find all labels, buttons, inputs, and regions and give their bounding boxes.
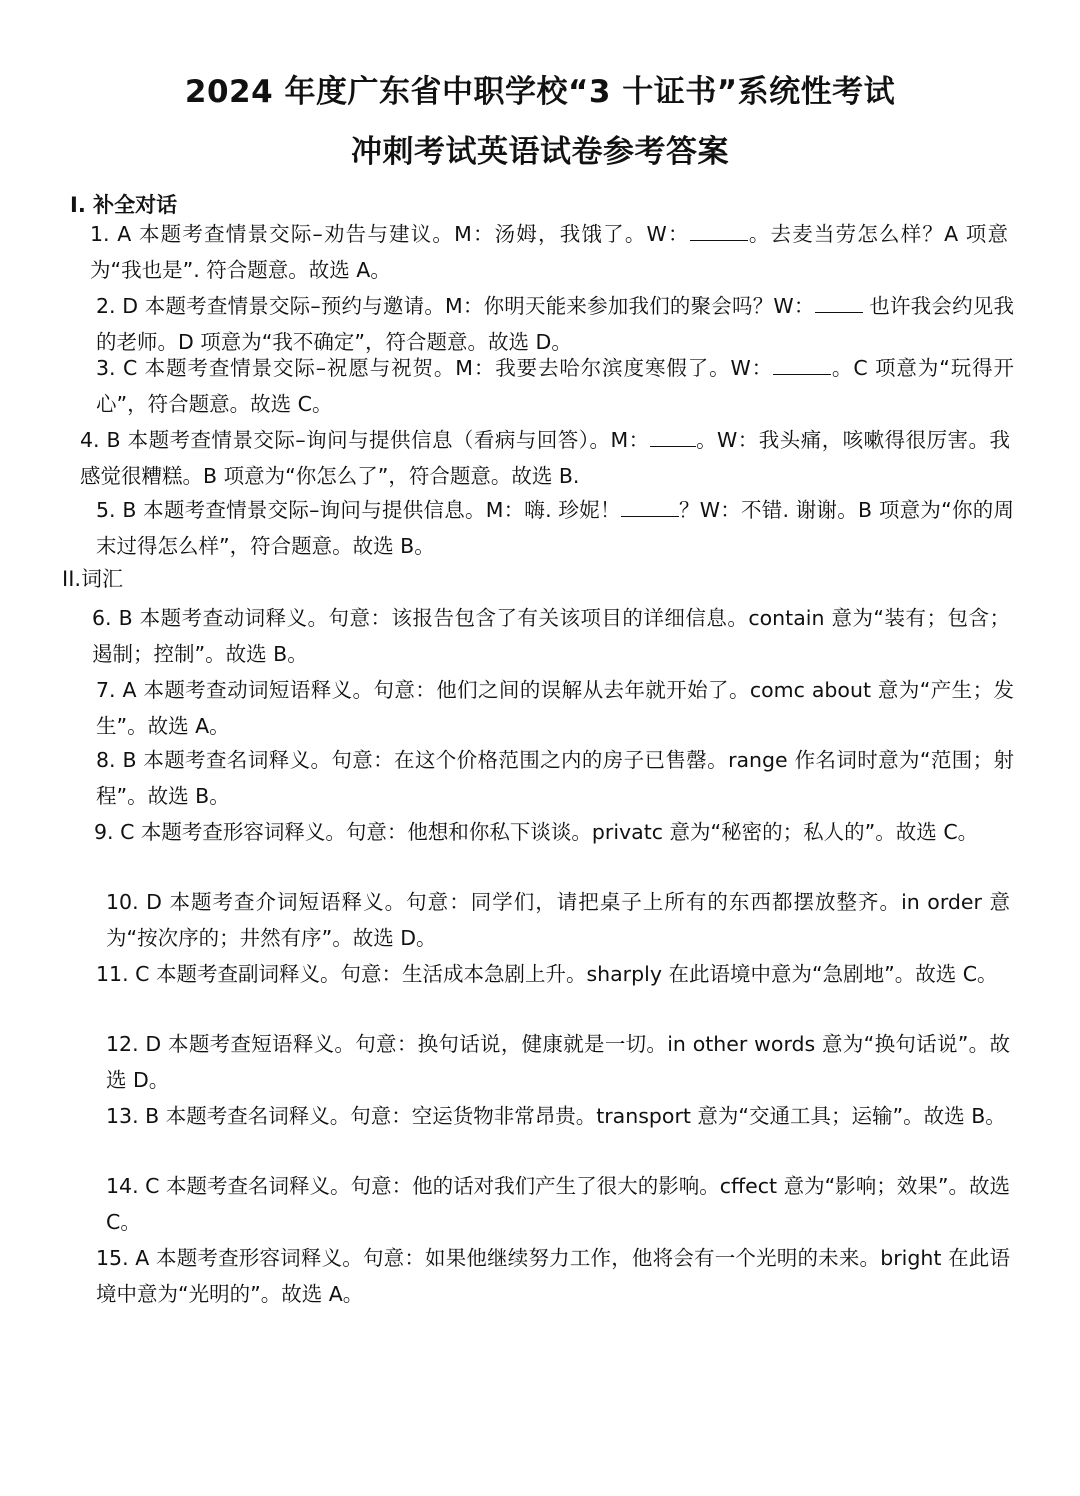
answer-text-before: 5. B 本题考查情景交际–询问与提供信息。M：嗨. 珍妮！ <box>96 498 621 522</box>
answer-item-7: 7. A 本题考查动词短语释义。句意：他们之间的误解从去年就开始了。comc about 意为“产生；发生”。故选 A。 <box>96 678 1014 738</box>
document-title-line-1: 2024 年度广东省中职学校“3 十证书”系统性考试 <box>184 74 896 110</box>
answer-item-9: 9. C 本题考查形容词释义。句意：他想和你私下谈谈。privatc 意为“秘密的；私人的”。故选 C。 <box>94 820 979 844</box>
answer-item-3 <box>96 350 1014 422</box>
answer-text-after: 也许我会约见我的老师。D 项意为“我不确定”，符合题意。故选 D。 <box>96 294 1014 354</box>
answer-item-8: 8. B 本题考查名词释义。句意：在这个价格范围之内的房子已售罄。range 作名词时意为“范围；射程”。故选 B。 <box>96 748 1014 808</box>
answer-text-after: 。C 项意为“玩得开心”，符合题意。故选 C。 <box>96 356 1014 416</box>
answer-item-10: 10. D 本题考查介词短语释义。句意：同学们，请把桌子上所有的东西都摆放整齐。in order 意为“按次序的；井然有序”。故选 D。 <box>106 890 1010 950</box>
answer-item-14: 14. C 本题考查名词释义。句意：他的话对我们产生了很大的影响。cffect 意为“影响；效果”。故选 C。 <box>106 1174 1010 1234</box>
section-heading-vocabulary: II.词汇 <box>62 567 124 591</box>
answer-item-11: 11. C 本题考查副词释义。句意：生活成本急剧上升。sharply 在此语境中意为“急剧地”。故选 C。 <box>96 962 998 986</box>
answer-item-13: 13. B 本题考查名词释义。句意：空运货物非常昂贵。transport 意为“交通工具；运输”。故选 B。 <box>106 1104 1006 1128</box>
answer-blank <box>621 496 679 517</box>
answer-blank <box>773 354 831 375</box>
document-title-line-2: 冲刺考试英语试卷参考答案 <box>351 134 729 170</box>
section-heading-dialogue: I. 补全对话 <box>70 193 178 217</box>
answer-item-15: 15. A 本题考查形容词释义。句意：如果他继续努力工作，他将会有一个光明的未来。bright 在此语境中意为“光明的”。故选 A。 <box>96 1246 1010 1306</box>
answer-blank <box>815 292 863 313</box>
answer-text-before: 3. C 本题考查情景交际–祝愿与祝贺。M：我要去哈尔滨度寒假了。W： <box>96 356 774 380</box>
answer-item-12: 12. D 本题考查短语释义。句意：换句话说，健康就是一切。in other words 意为“换句话说”。故选 D。 <box>106 1032 1010 1092</box>
answer-item-1 <box>90 216 1008 288</box>
answer-item-4 <box>80 422 1010 494</box>
answer-text-before: 1. A 本题考查情景交际–劝告与建议。M：汤姆，我饿了。W： <box>90 222 690 246</box>
answer-item-5 <box>96 492 1014 564</box>
answer-text-after: ？W：不错. 谢谢。B 项意为“你的周末过得怎么样”，符合题意。故选 B。 <box>96 498 1014 558</box>
answer-text-before: 2. D 本题考查情景交际–预约与邀请。M：你明天能来参加我们的聚会吗？W： <box>96 294 815 318</box>
answer-text-after: 。W：我头痛，咳嗽得很厉害。我感觉很糟糕。B 项意为“你怎么了”，符合题意。故选 B. <box>80 428 1010 488</box>
answer-blank <box>650 426 696 447</box>
answer-text-after: 。去麦当劳怎么样？A 项意为“我也是”. 符合题意。故选 A。 <box>90 222 1008 282</box>
answer-blank <box>690 220 748 241</box>
answer-text-before: 4. B 本题考查情景交际–询问与提供信息（看病与回答）。M： <box>80 428 650 452</box>
answer-item-6: 6. B 本题考查动词释义。句意：该报告包含了有关该项目的详细信息。contain 意为“装有；包含；遏制；控制”。故选 B。 <box>92 606 1010 666</box>
